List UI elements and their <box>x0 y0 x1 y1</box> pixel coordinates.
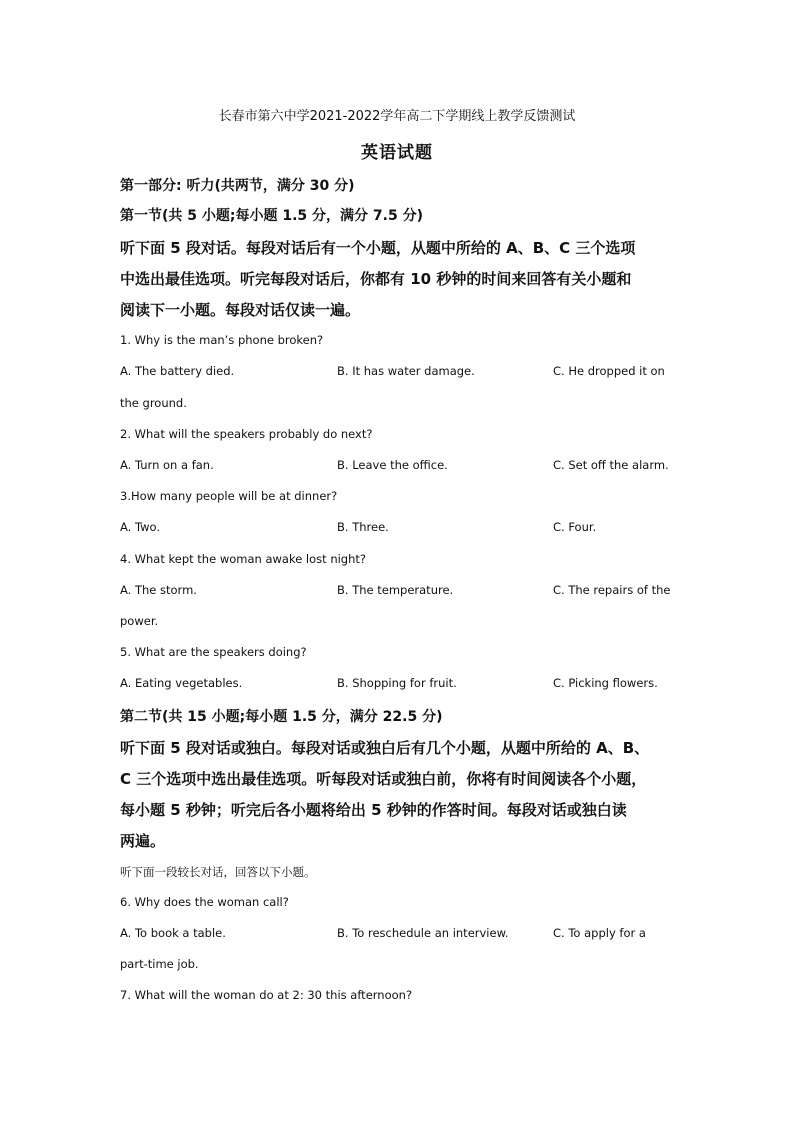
q4-option-a: A. The storm. <box>120 583 197 597</box>
q5-option-c: C. Picking flowers. <box>553 676 658 690</box>
section1-instruction-line: 听下面 5 段对话。每段对话后有一个小题，从题中所给的 A、B、C 三个选项 <box>120 239 636 257</box>
section2-heading: 第二节(共 15 小题;每小题 1.5 分，满分 22.5 分) <box>120 709 443 725</box>
q1-option-b: B. It has water damage. <box>337 364 475 378</box>
q3-option-b: B. Three. <box>337 520 389 534</box>
q4-option-c: C. The repairs of the <box>553 583 671 597</box>
section1-heading: 第一节(共 5 小题;每小题 1.5 分，满分 7.5 分) <box>120 208 423 224</box>
q2-option-c: C. Set off the alarm. <box>553 458 669 472</box>
q6-option-b: B. To reschedule an interview. <box>337 926 509 940</box>
q5-option-a: A. Eating vegetables. <box>120 676 243 690</box>
q5-option-b: B. Shopping for fruit. <box>337 676 457 690</box>
question-5: 5. What are the speakers doing? <box>120 645 307 659</box>
part-heading: 第一部分: 听力(共两节，满分 30 分) <box>120 178 355 194</box>
question-6: 6. Why does the woman call? <box>120 895 289 909</box>
question-2: 2. What will the speakers probably do next? <box>120 427 373 441</box>
question-3: 3.How many people will be at dinner? <box>120 489 338 503</box>
q2-option-b: B. Leave the office. <box>337 458 448 472</box>
q1-option-a: A. The battery died. <box>120 364 235 378</box>
section2-instruction-line: 两遍。 <box>120 832 166 850</box>
section1-instruction-line: 中选出最佳选项。听完每段对话后，你都有 10 秒钟的时间来回答有关小题和 <box>120 270 632 288</box>
section2-instruction-line: 听下面 5 段对话或独白。每段对话或独白后有几个小题，从题中所给的 A、B、 <box>120 739 650 757</box>
section2-instruction-line: C 三个选项中选出最佳选项。听每段对话或独白前，你将有时间阅读各个小题， <box>120 770 647 788</box>
q6-option-c: C. To apply for a <box>553 926 646 940</box>
q1-option-c: C. He dropped it on <box>553 364 665 378</box>
school-header: 长春市第六中学2021-2022学年高二下学期线上教学反馈测试 <box>218 109 576 124</box>
page-title: 英语试题 <box>361 143 433 163</box>
question-4: 4. What kept the woman awake lost night? <box>120 552 367 566</box>
q3-option-c: C. Four. <box>553 520 597 534</box>
q1-option-c-continued: the ground. <box>120 396 187 410</box>
q3-option-a: A. Two. <box>120 520 160 534</box>
q6-option-a: A. To book a table. <box>120 926 226 940</box>
section2-instruction-line: 每小题 5 秒钟；听完后各小题将给出 5 秒钟的作答时间。每段对话或独白读 <box>120 801 627 819</box>
section1-instruction-line: 阅读下一小题。每段对话仅读一遍。 <box>120 301 361 319</box>
q6-option-c-continued: part-time job. <box>120 957 199 971</box>
section2-note: 听下面一段较长对话，回答以下小题。 <box>120 865 316 879</box>
q2-option-a: A. Turn on a fan. <box>120 458 214 472</box>
question-1: 1. Why is the man’s phone broken? <box>120 333 324 347</box>
q4-option-b: B. The temperature. <box>337 583 454 597</box>
q4-option-c-continued: power. <box>120 614 159 628</box>
question-7: 7. What will the woman do at 2: 30 this afternoon? <box>120 988 413 1002</box>
